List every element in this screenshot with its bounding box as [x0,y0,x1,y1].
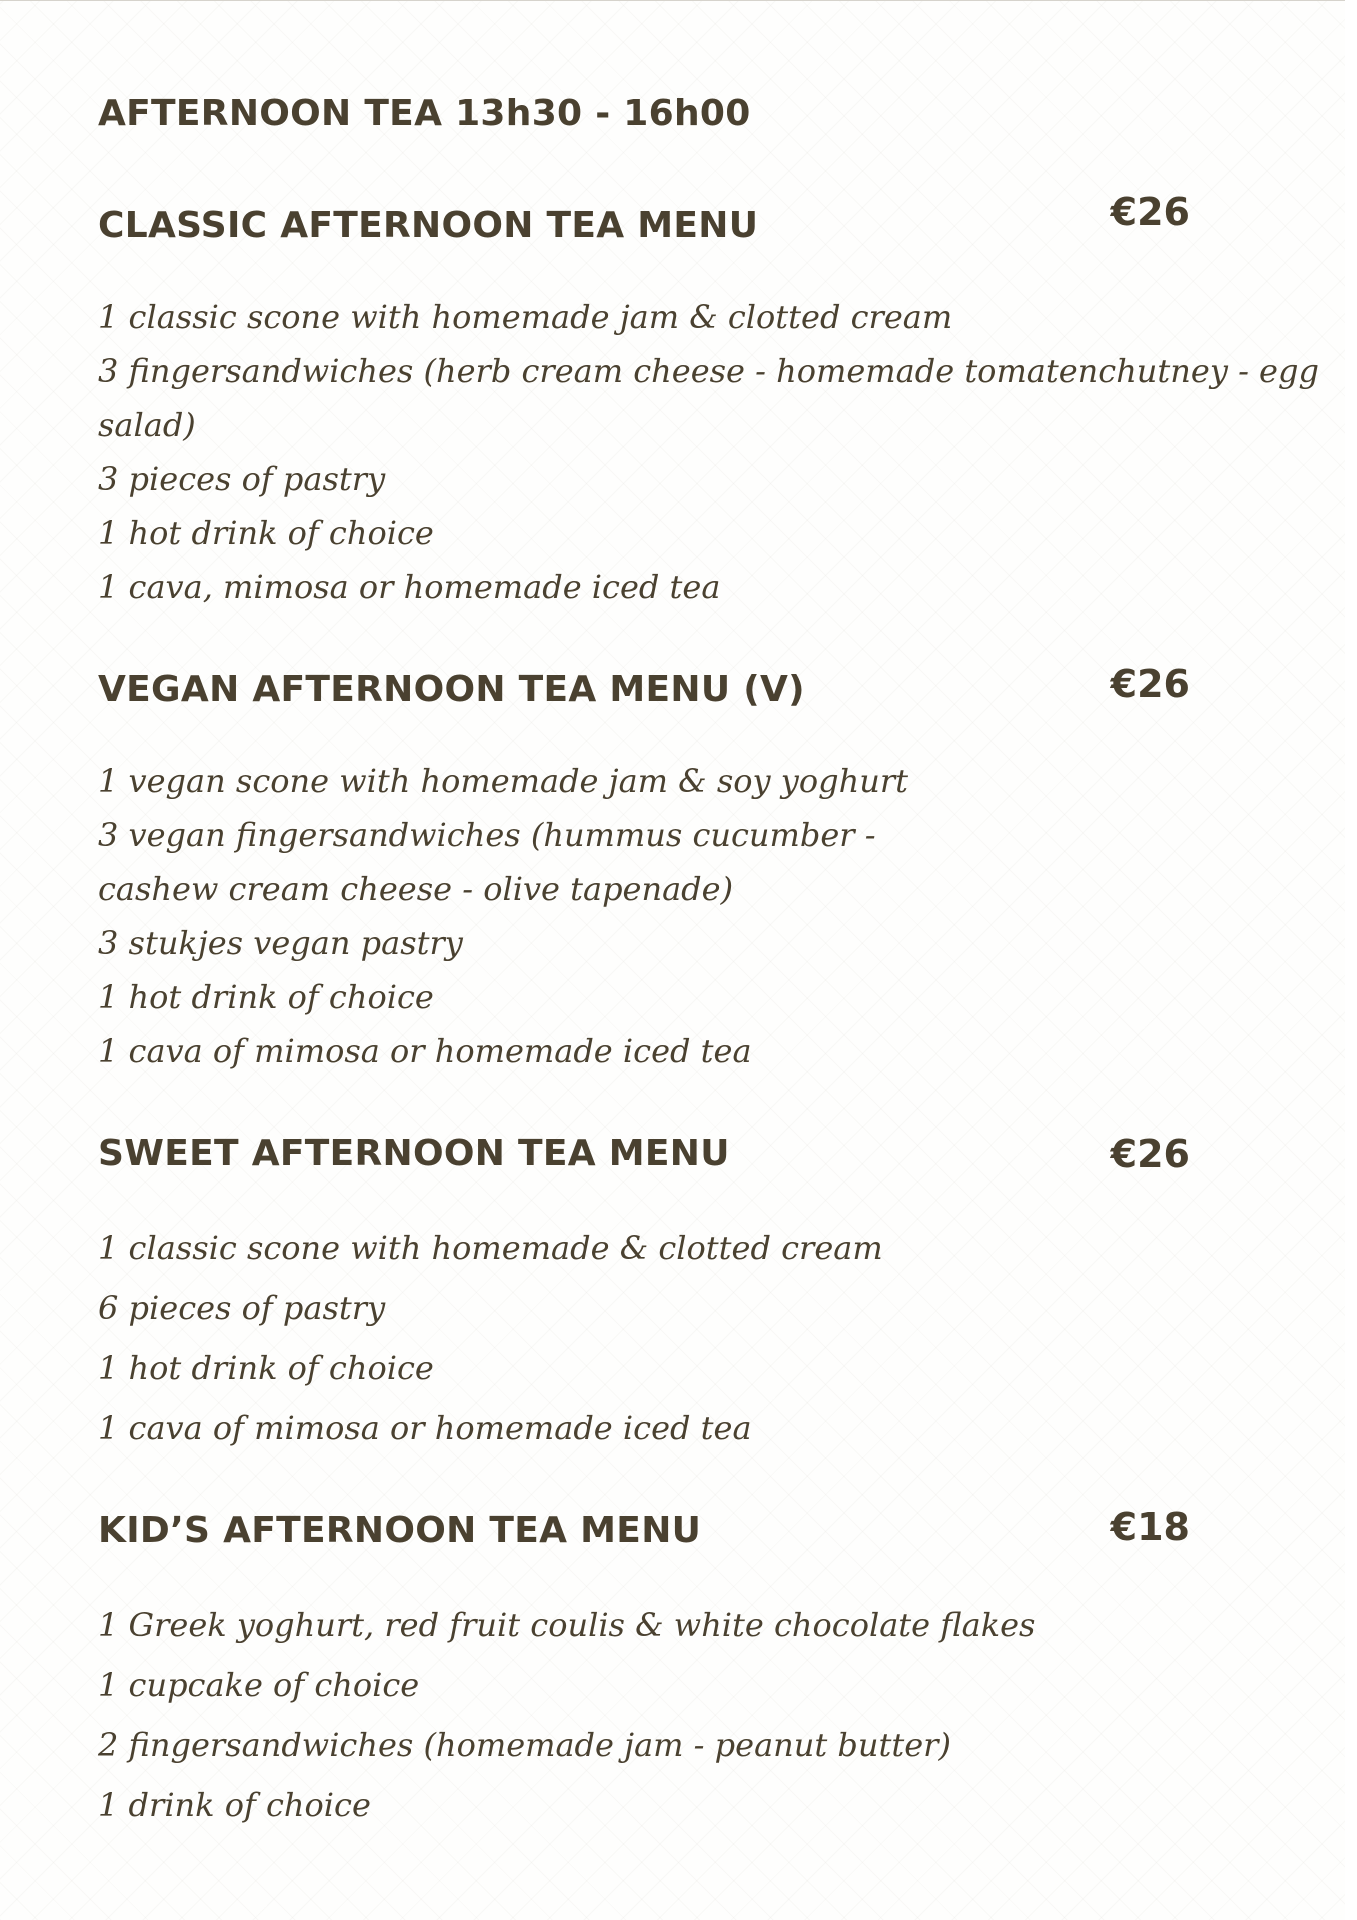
menu-item: 1 cava of mimosa or homemade iced tea [98,1409,752,1447]
section-title: SWEET AFTERNOON TEA MENU [98,1133,730,1174]
menu-items-list [98,754,1118,1078]
page-edge-strip [1345,0,1357,1920]
menu-item: 1 classic scone with homemade jam & clotted cream [98,298,953,336]
section-price: €26 [1110,190,1190,234]
menu-item: 1 hot drink of choice [98,978,434,1016]
menu-item: 1 Greek yoghurt, red fruit coulis & white chocolate flakes [98,1606,1036,1644]
menu-item: 1 cava, mimosa or homemade iced tea [98,568,721,606]
menu-item: 1 cava of mimosa or homemade iced tea [98,1032,752,1070]
menu-item: 3 vegan fingersandwiches (hummus cucumber - [98,816,876,854]
menu-items-list [98,1595,1118,1835]
menu-items-list [98,1218,1118,1458]
menu-items-list [98,290,1319,614]
menu-item: 3 fingersandwiches (herb cream cheese - homemade tomatenchutney - egg [98,352,1319,390]
menu-item: 1 drink of choice [98,1786,371,1824]
menu-item: 2 fingersandwiches (homemade jam - peanut butter) [98,1726,951,1764]
menu-item: salad) [98,406,196,444]
section-title: CLASSIC AFTERNOON TEA MENU [98,205,759,246]
menu-item: 3 pieces of pastry [98,460,386,498]
page-title: AFTERNOON TEA 13h30 - 16h00 [98,93,751,134]
menu-item: 1 classic scone with homemade & clotted cream [98,1229,883,1267]
menu-item: cashew cream cheese - olive tapenade) [98,870,734,908]
section-price: €18 [1110,1505,1190,1549]
section-title: KID’S AFTERNOON TEA MENU [98,1510,702,1551]
menu-item: 1 cupcake of choice [98,1666,420,1704]
section-title: VEGAN AFTERNOON TEA MENU (V) [98,669,805,710]
menu-item: 1 vegan scone with homemade jam & soy yoghurt [98,762,908,800]
section-price: €26 [1110,662,1190,706]
menu-item: 1 hot drink of choice [98,1349,434,1387]
menu-item: 1 hot drink of choice [98,514,434,552]
section-price: €26 [1110,1132,1190,1176]
menu-item: 6 pieces of pastry [98,1289,386,1327]
top-border-line [0,0,1357,1]
menu-item: 3 stukjes vegan pastry [98,924,463,962]
